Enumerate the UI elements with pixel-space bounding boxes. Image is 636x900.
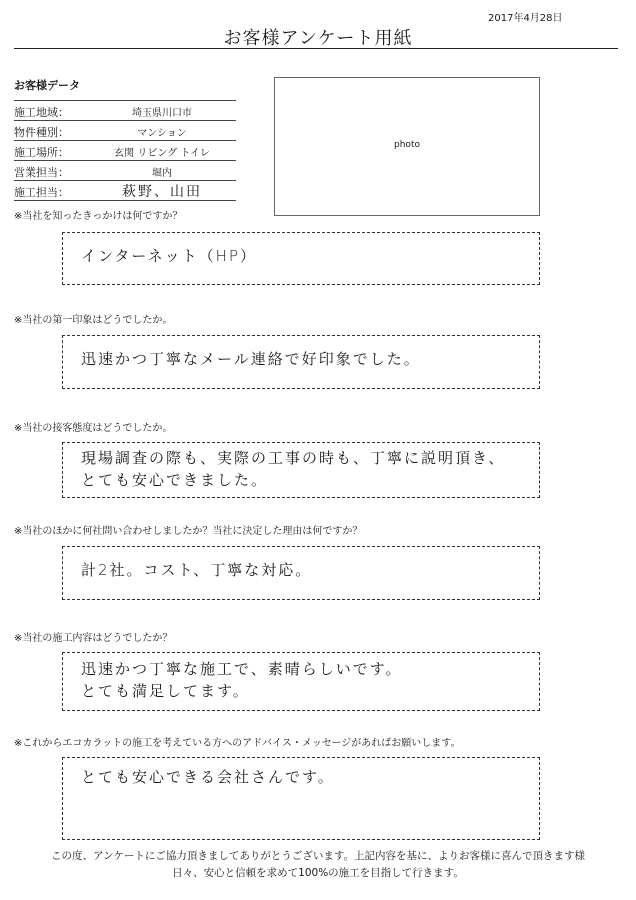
answer-text: 迅速かつ丁寧なメール連絡で好印象でした。 — [81, 350, 421, 368]
question-5: ※当社の施工内容はどうでしたか？ — [14, 633, 173, 644]
customer-data-heading: お客様データ — [14, 79, 80, 92]
info-value: マンション — [137, 128, 187, 139]
info-value: 玄関 リビング トイレ — [114, 148, 210, 159]
footer-message — [0, 848, 636, 882]
info-label: 施工場所： — [14, 146, 69, 159]
question-4: ※当社のほかに何社問い合わせしましたか？当社に決定した理由は何ですか？ — [14, 526, 363, 537]
title-underline — [14, 48, 618, 49]
footer-line-2: 日々、安心と信頼を求めて100%の施工を目指して行きます。 — [172, 867, 464, 879]
answer-box-3 — [62, 442, 540, 498]
photo-placeholder — [274, 77, 540, 216]
question-1: ※当社を知ったきっかけは何ですか？ — [14, 211, 183, 222]
info-label: 営業担当： — [14, 166, 69, 179]
info-label: 物件種別： — [14, 126, 69, 139]
answer-text: インターネット（HP） — [81, 247, 257, 265]
customer-info-table — [14, 100, 236, 201]
info-label: 施工担当： — [14, 186, 69, 199]
question-6: ※これからエコカラットの施工を考えている方へのアドバイス・メッセージがあればお願いします。 — [14, 738, 461, 749]
photo-label: photo — [394, 140, 420, 150]
survey-date: 2017年4月28日 — [488, 13, 563, 24]
question-3: ※当社の接客態度はどうでしたか。 — [14, 423, 173, 434]
info-value: 堀内 — [152, 168, 172, 179]
info-value-handwritten: 萩野、山田 — [122, 184, 202, 200]
info-label: 施工地域： — [14, 106, 69, 119]
info-row-region — [14, 100, 236, 121]
page-title: お客様アンケート用紙 — [223, 28, 413, 49]
answer-text: とても満足してます。 — [81, 682, 250, 700]
answer-text: とても安心できました。 — [81, 471, 269, 489]
info-row-location — [14, 141, 236, 161]
answer-box-1 — [62, 232, 540, 285]
question-2: ※当社の第一印象はどうでしたか。 — [14, 315, 173, 326]
info-row-property-type — [14, 121, 236, 141]
answer-box-2 — [62, 335, 540, 389]
answer-box-4 — [62, 546, 540, 600]
info-row-construction-staff — [14, 181, 236, 201]
answer-box-5 — [62, 652, 540, 711]
answer-text: 現場調査の際も、実際の工事の時も、丁寧に説明頂き、 — [81, 449, 506, 467]
info-value: 埼玉県川口市 — [132, 108, 192, 119]
answer-text: 計2社。コスト、丁寧な対応。 — [81, 561, 313, 579]
answer-text: 迅速かつ丁寧な施工で、素晴らしいです。 — [81, 660, 403, 678]
answer-text: とても安心できる会社さんです。 — [81, 768, 335, 786]
answer-box-6 — [62, 757, 540, 840]
info-row-sales-rep — [14, 161, 236, 181]
footer-line-1: この度、アンケートにご協力頂きましてありがとうございます。上記内容を基に、よりお客様に喜んで頂きます様 — [50, 850, 586, 862]
